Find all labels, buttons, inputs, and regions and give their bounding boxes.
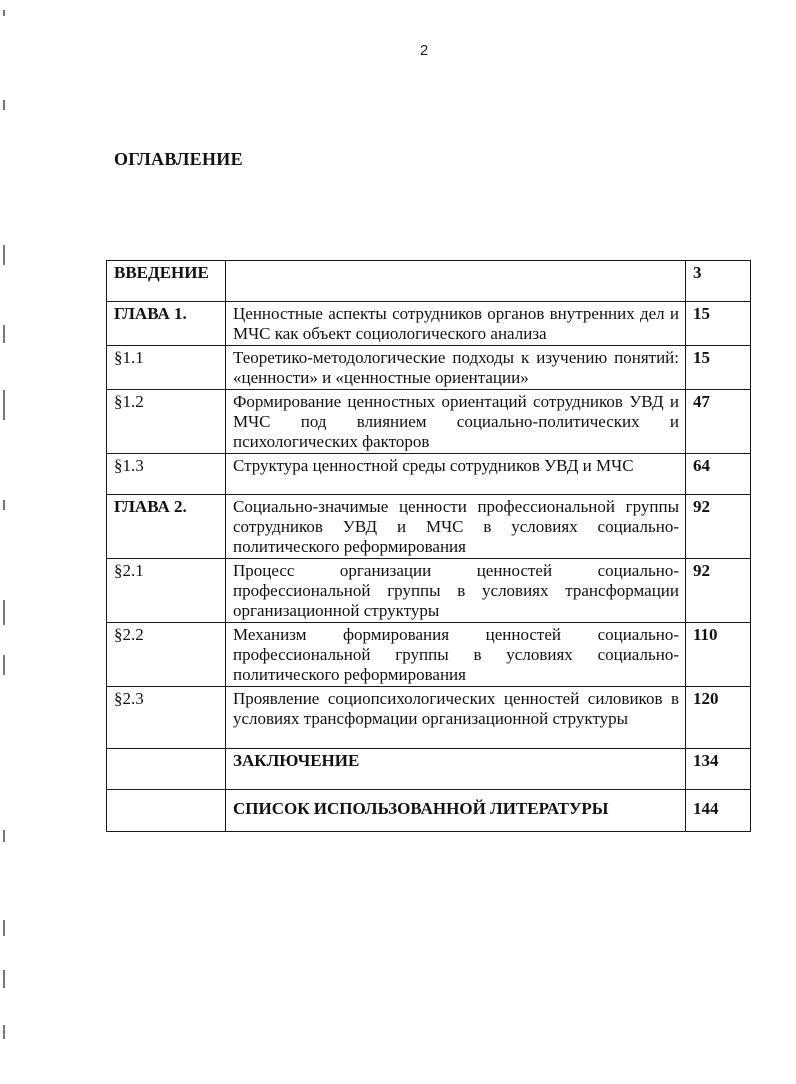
toc-section-title [226,261,686,302]
toc-page-number: 120 [686,687,751,749]
toc-section-number: §2.1 [107,559,226,623]
toc-page-number: 64 [686,454,751,495]
toc-page-number: 110 [686,623,751,687]
toc-page-number: 92 [686,559,751,623]
toc-row [107,390,751,454]
toc-row [107,261,751,302]
toc-section-title: ЗАКЛЮЧЕНИЕ [226,749,686,790]
toc-section-number [107,790,226,832]
toc-section-title: Социально-значимые ценности профессиональной группы сотрудников УВД и МЧС в условиях социально-политического реформирования [226,495,686,559]
toc-page-number: 144 [686,790,751,832]
toc-section-title: Ценностные аспекты сотрудников органов внутренних дел и МЧС как объект социологического анализа [226,302,686,346]
toc-row [107,454,751,495]
toc-page-number: 92 [686,495,751,559]
toc-row [107,559,751,623]
toc-row [107,302,751,346]
toc-section-number: ГЛАВА 2. [107,495,226,559]
toc-section-title: Формирование ценностных ориентаций сотрудников УВД и МЧС под влиянием социально-политических и психологических факторов [226,390,686,454]
toc-row [107,346,751,390]
toc-section-number: §2.2 [107,623,226,687]
toc-page-number: 15 [686,302,751,346]
toc-row [107,790,751,832]
toc-section-title: СПИСОК ИСПОЛЬЗОВАННОЙ ЛИТЕРАТУРЫ [226,790,686,832]
toc-section-number: §2.3 [107,687,226,749]
toc-section-title: Теоретико-методологические подходы к изучению понятий: «ценности» и «ценностные ориентации» [226,346,686,390]
toc-page-number: 134 [686,749,751,790]
toc-section-number: §1.1 [107,346,226,390]
toc-page-number: 47 [686,390,751,454]
page-title: ОГЛАВЛЕНИЕ [114,149,243,169]
toc-page-number: 3 [686,261,751,302]
toc-row [107,749,751,790]
toc-row [107,495,751,559]
toc-row [107,623,751,687]
toc-section-number: §1.3 [107,454,226,495]
toc-row [107,687,751,749]
toc-section-number [107,749,226,790]
table-of-contents [106,260,751,832]
toc-section-number: ГЛАВА 1. [107,302,226,346]
toc-page-number: 15 [686,346,751,390]
scan-edge-marks [3,0,15,1084]
toc-section-number: ВВЕДЕНИЕ [107,261,226,302]
page-number: 2 [419,42,429,59]
toc-section-title: Механизм формирования ценностей социально-профессиональной группы в условиях социально-политического реформирования [226,623,686,687]
toc-section-title: Проявление социопсихологических ценностей силовиков в условиях трансформации организационной структуры [226,687,686,749]
toc-section-number: §1.2 [107,390,226,454]
toc-section-title: Структура ценностной среды сотрудников УВД и МЧС [226,454,686,495]
toc-section-title: Процесс организации ценностей социально-профессиональной группы в условиях трансформации организационной структуры [226,559,686,623]
